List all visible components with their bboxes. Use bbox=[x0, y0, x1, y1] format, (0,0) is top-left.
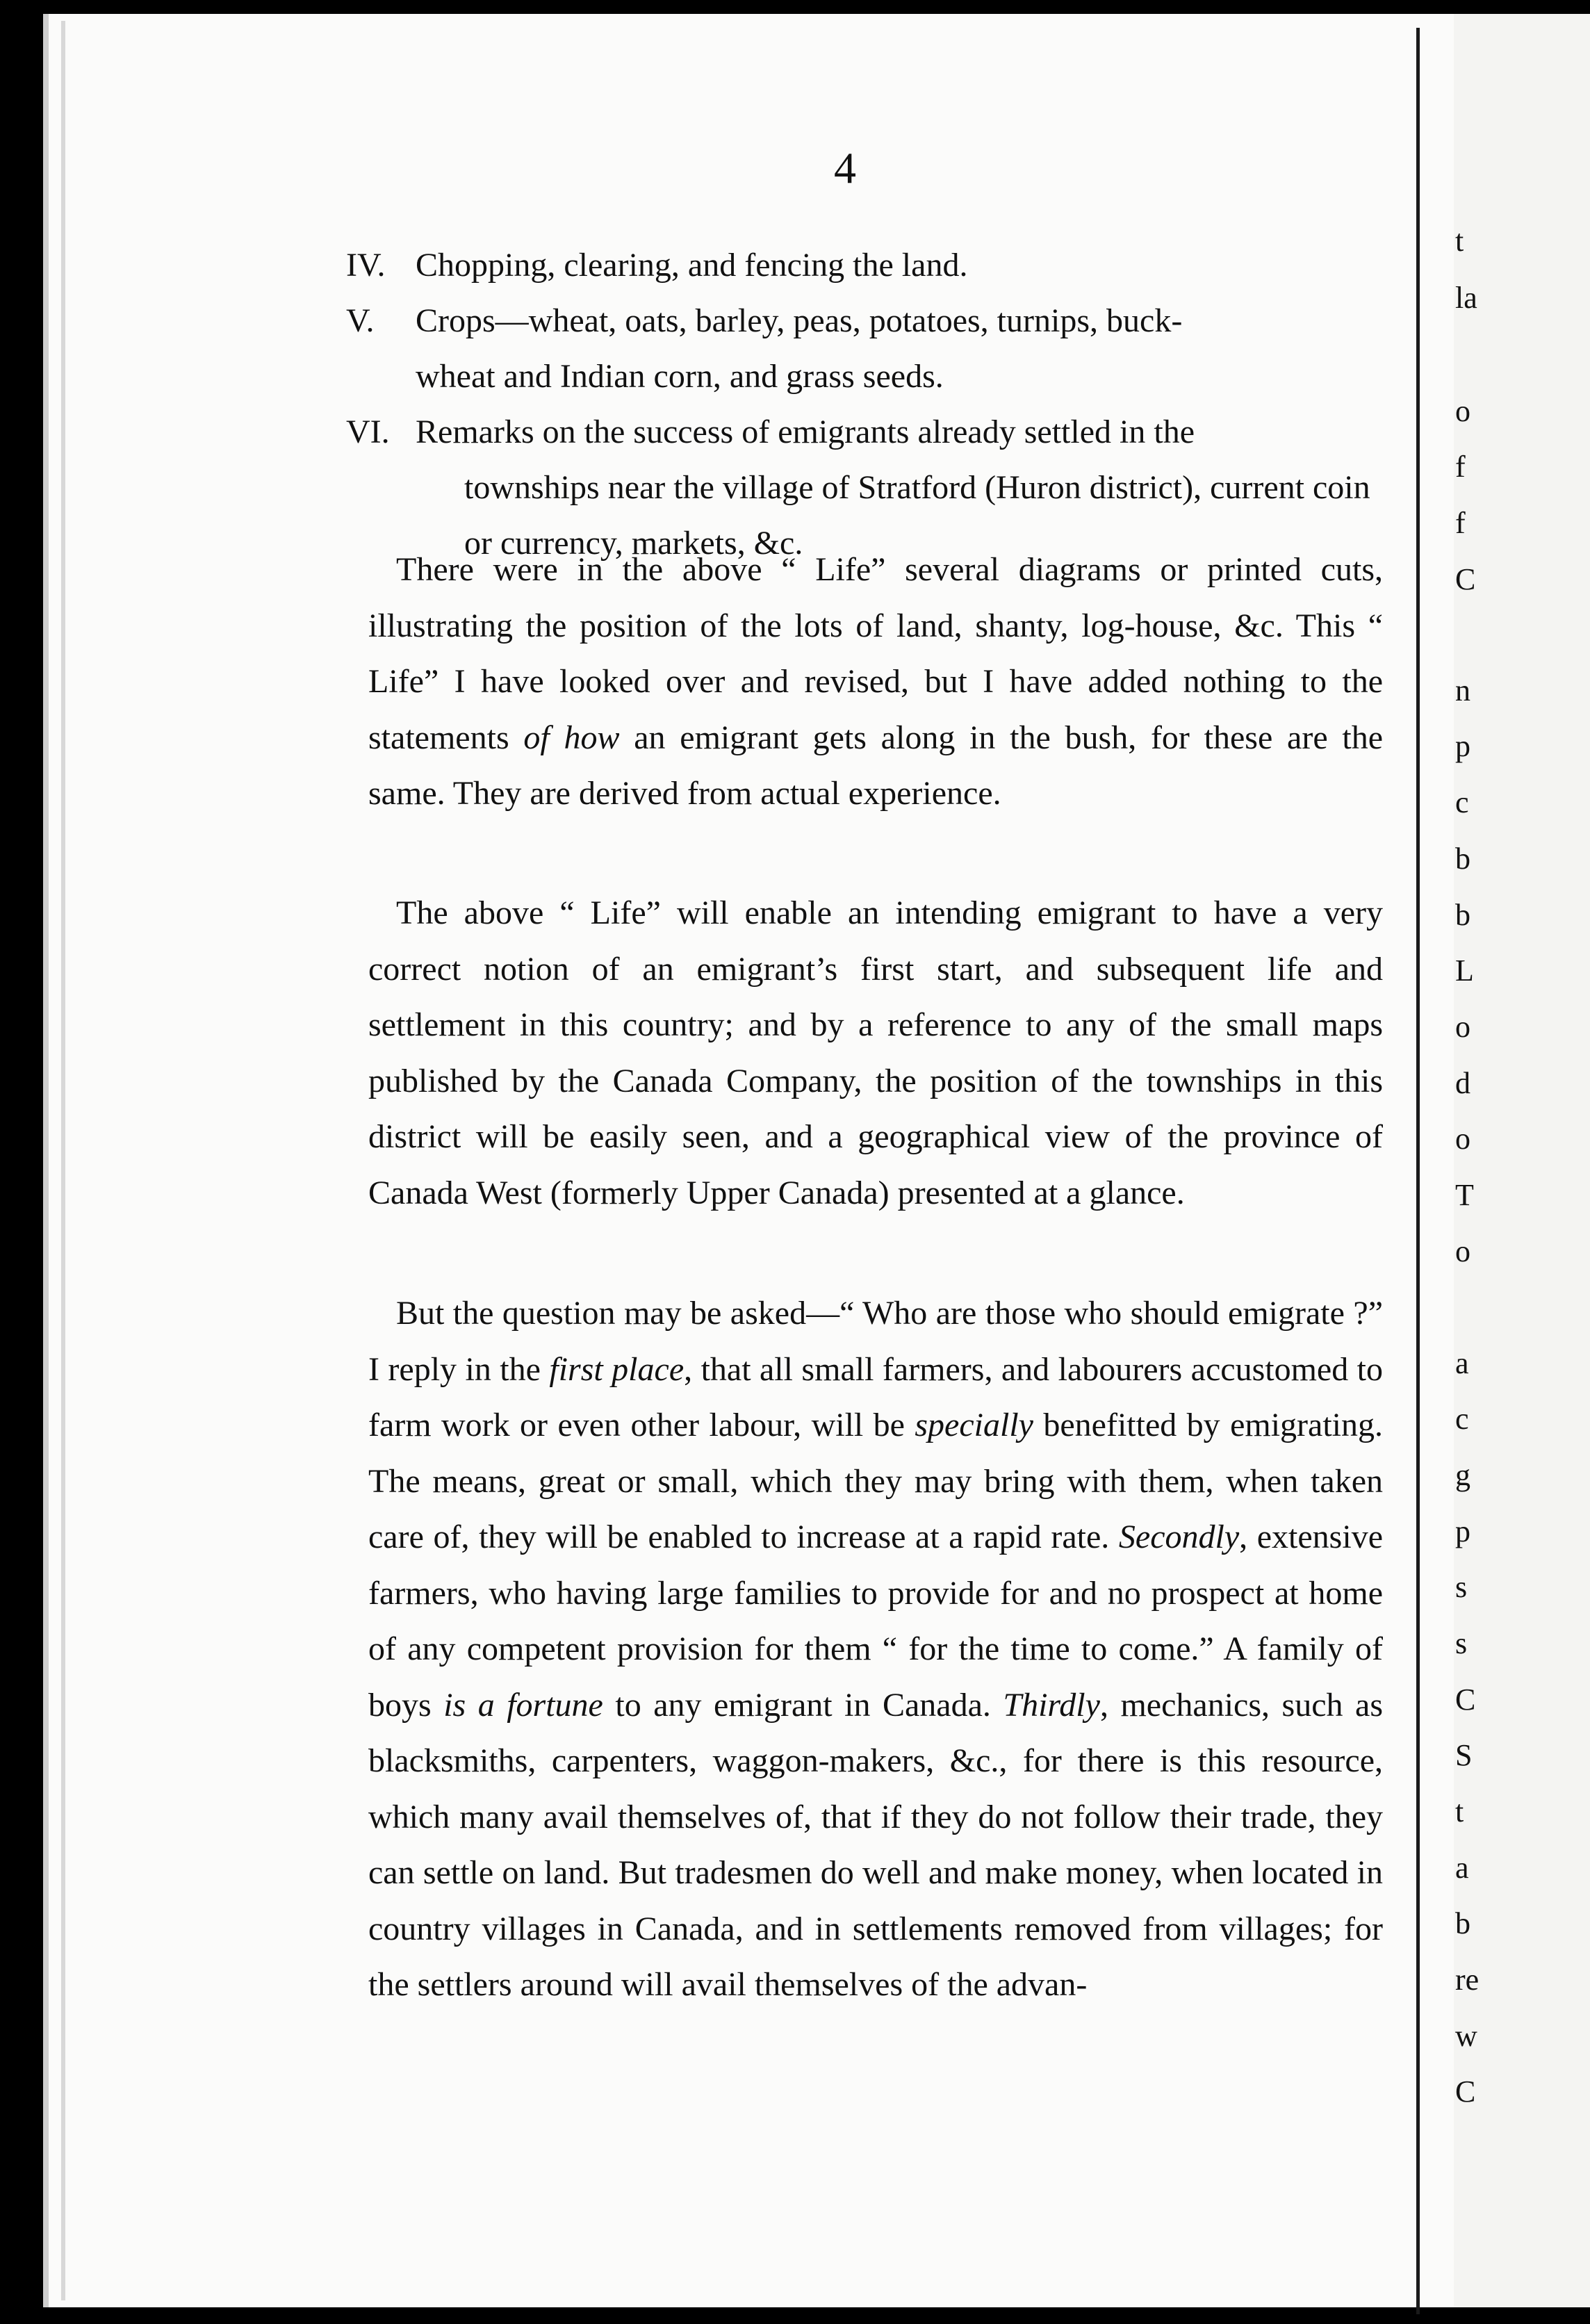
next-page-edge bbox=[1454, 14, 1590, 2307]
next-page-fragment: b bbox=[1455, 842, 1470, 876]
list-text: Chopping, clearing, and fencing the land. bbox=[416, 247, 968, 284]
next-page-fragment: w bbox=[1455, 2019, 1477, 2053]
list-number: VI. bbox=[346, 414, 390, 450]
next-page-fragment: d bbox=[1455, 1066, 1470, 1100]
next-page-fragment: t bbox=[1455, 1794, 1464, 1828]
next-page-fragment: C bbox=[1455, 2075, 1476, 2109]
next-page-fragment: S bbox=[1455, 1738, 1473, 1772]
next-page-fragment: T bbox=[1455, 1178, 1474, 1212]
list-number: IV. bbox=[346, 247, 386, 284]
text-run: The above “ Life” will enable an intending emigrant to have a very correct notion of an emigrant’s first start, and subsequent life and settlement in this country; and by a reference to any of the small maps published by the Canada Company, the position of the townships in this district will be easily seen, and a geographical view of the province of Canada West (formerly Upper Canada) presented at a glance. bbox=[368, 894, 1383, 1211]
next-page-fragment: C bbox=[1455, 562, 1476, 596]
next-page-fragment: C bbox=[1455, 1683, 1476, 1717]
italic-run: is a fortune bbox=[443, 1686, 603, 1724]
text-run: to any emigrant in Canada. bbox=[603, 1686, 1003, 1724]
page-number: 4 bbox=[834, 143, 856, 193]
text-run: But the question may be asked—“ Who are those who should emigrate ?” I reply in the bbox=[368, 1295, 1383, 1388]
next-page-fragment: t bbox=[1455, 224, 1464, 258]
list-item-v bbox=[346, 293, 1388, 404]
list-item-iv bbox=[346, 238, 1388, 293]
italic-run: Secondly bbox=[1118, 1519, 1240, 1555]
text-run: , mechanics, such as blacksmiths, carpenters, waggon-makers, &c., for there is this resource, which many avail themselves of, that if they do not follow their trade, they can settle on land. But tradesmen do well and make money, when located in country villages in Canada, and in settlements removed from villages; for the settlers around will avail themselves of the advan- bbox=[368, 1686, 1383, 2003]
italic-run: first place bbox=[549, 1350, 685, 1388]
list-text: Crops—wheat, oats, barley, peas, potatoes, turnips, buck- bbox=[416, 302, 1183, 339]
next-page-fragment: L bbox=[1455, 954, 1474, 988]
next-page-fragment: a bbox=[1455, 1346, 1469, 1380]
next-page-fragment: f bbox=[1455, 450, 1466, 484]
next-page-fragment: p bbox=[1455, 1514, 1470, 1548]
list-number: V. bbox=[346, 302, 375, 339]
next-page-fragment: o bbox=[1455, 1122, 1470, 1156]
next-page-fragment: f bbox=[1455, 506, 1466, 540]
text-run: an emigrant gets along in the bush, for these are the same. They are derived from actual experience. bbox=[368, 719, 1384, 812]
next-page-fragment: la bbox=[1455, 281, 1477, 315]
next-page-fragment: o bbox=[1455, 1234, 1470, 1268]
next-page-fragment: g bbox=[1455, 1458, 1470, 1492]
text-run: , that all small farmers, and labourers accustomed to farm work or even other labour, will be bbox=[368, 1350, 1384, 1443]
page-edge-shadow bbox=[61, 21, 65, 2300]
next-page-fragment: n bbox=[1455, 673, 1470, 707]
list-continuation: townships near the village of Stratford (Huron district), current coin or currency, markets, &c. bbox=[464, 469, 1370, 562]
text-run: There were in the above “ Life” several diagrams or printed cuts, illustrating the position of the lots of land, shanty, log-house, &c. This “ Life” I have looked over and revised, but I have added nothing to the statements bbox=[368, 551, 1383, 756]
text-run: benefitted by emigrating. The means, great or small, which they may bring with them, when taken care of, they will be enabled to increase at a rapid rate. bbox=[368, 1407, 1384, 1555]
next-page-fragment: s bbox=[1455, 1626, 1468, 1660]
next-page-fragment: o bbox=[1455, 394, 1470, 428]
next-page-fragment: s bbox=[1455, 1570, 1468, 1604]
next-page-fragment: o bbox=[1455, 1010, 1470, 1044]
next-page-fragment: re bbox=[1455, 1963, 1480, 1997]
gutter-rule bbox=[1416, 28, 1420, 2314]
next-page-fragment: b bbox=[1455, 898, 1470, 932]
list-continuation: wheat and Indian corn, and grass seeds. bbox=[416, 358, 944, 395]
italic-run: specially bbox=[915, 1407, 1033, 1443]
italic-run: Thirdly bbox=[1003, 1686, 1100, 1724]
next-page-fragment: c bbox=[1455, 1402, 1469, 1436]
next-page-fragment: b bbox=[1455, 1906, 1470, 1940]
next-page-fragment: a bbox=[1455, 1851, 1469, 1885]
paragraph-2 bbox=[368, 885, 1383, 1221]
book-page bbox=[43, 14, 1454, 2307]
paragraph-1 bbox=[368, 542, 1383, 822]
text-run: , extensive farmers, who having large families to provide for and no prospect at home of any competent provision for them “ for the time to come.” A family of boys bbox=[368, 1519, 1383, 1724]
next-page-fragment: c bbox=[1455, 785, 1469, 819]
italic-run: of how bbox=[523, 719, 620, 756]
list-text: Remarks on the success of emigrants already settled in the bbox=[416, 414, 1195, 450]
paragraph-3 bbox=[368, 1286, 1383, 2013]
next-page-fragment: p bbox=[1455, 729, 1470, 763]
